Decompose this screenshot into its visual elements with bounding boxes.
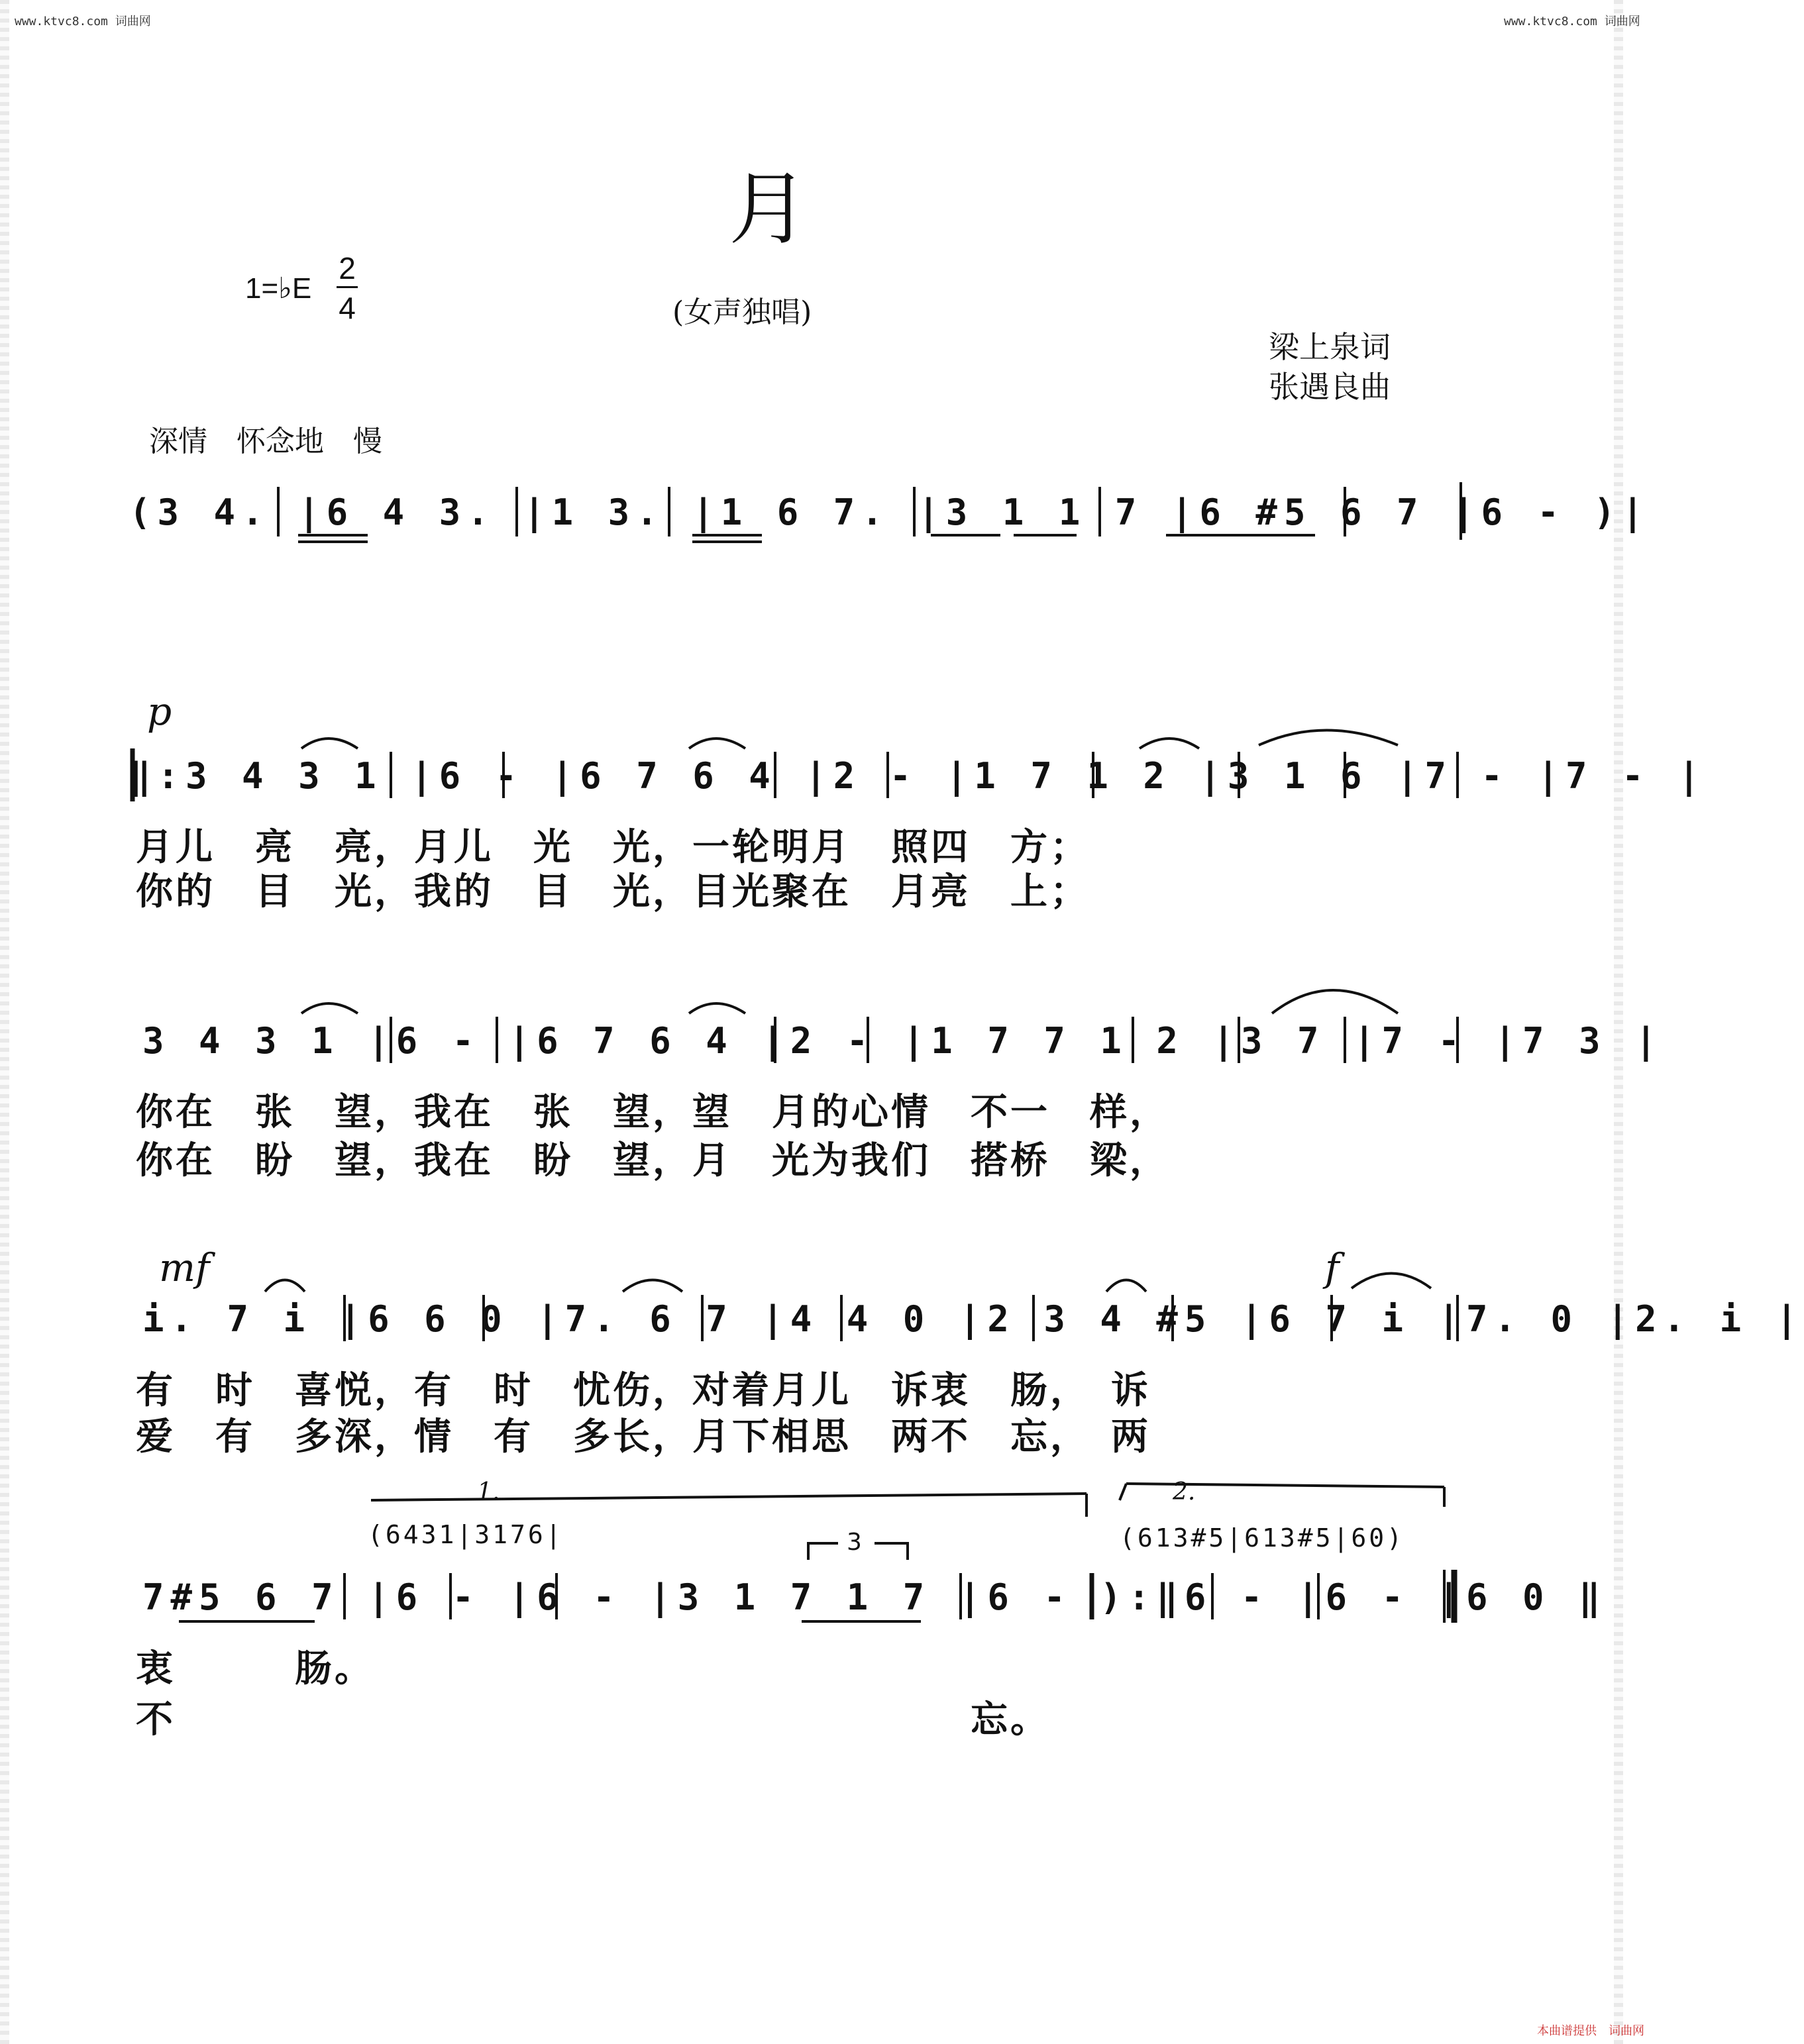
volta-2-line [1126,1484,1444,1487]
slur [301,1003,358,1013]
system-3-notes: 3 4 3 1 |6 - |6 7 6 4 |2 - |1 7 7 1 2 |3 7 |7 - |7 3 | [142,1020,1664,1062]
composer-credit: 张遇良曲 [1269,369,1391,405]
slur [1352,1274,1431,1289]
song-subtitle: (女声独唱) [672,295,812,329]
system-2-lyric-verse-2: 你的 目 光，我的 目 光，目光聚在 月亮 上； [136,870,1090,913]
system-3-lyric-verse-1: 你在 张 望，我在 张 望，望 月的心情 不一 样， [136,1091,1169,1134]
triplet-mark: 3 [847,1529,862,1556]
system-2-notes: ‖:3 4 3 1 |6 - |6 7 6 4 |2 - |1 7 1 2 |3 1 6 |7 - |7 - | [129,755,1707,797]
tempo-marking: 深情 怀念地 慢 [149,425,382,458]
system-5-lyric-verse-2: 不 忘。 [136,1698,1050,1741]
system-1-notes: (3 4. |6 4 3. |1 3. |1 6 7. |3 1 1 7 |6 #5 6 7 |6 - )| [129,491,1650,533]
handwritten-fill-1: (6431|3176| [368,1520,564,1549]
volta-1-label: 1. [477,1478,500,1506]
song-title: 月 [729,164,808,256]
slur [1140,739,1199,748]
system-4-dynamic-f: f [1325,1245,1340,1290]
system-5-notes: 7#5 6 7 |6 - |6 - |3 1 7 1 7 |6 - ):‖6 - |6 - |6 0 ‖ [142,1576,1607,1618]
slur [689,1003,745,1013]
triplet-bracket [808,1543,908,1560]
lyricist-credit: 梁上泉词 [1269,329,1391,365]
slur [1272,990,1398,1013]
handwritten-fill-2: (613#5|613#5|60) [1120,1523,1405,1553]
slur [1106,1280,1146,1292]
key-signature: 1=♭E [245,272,312,305]
system-4-notes: i. 7 i |6 6 0 |7. 6 7 |4 4 0 |2 3 4 #5 |6 7 i |7. 0 |2. i | [142,1298,1804,1340]
slur [1259,731,1398,746]
volta-2-start [1120,1484,1126,1500]
slur [265,1280,305,1292]
system-2-lyric-verse-1: 月儿 亮 亮，月儿 光 光，一轮明月 照四 方； [136,826,1090,869]
system-5-lyric-verse-1: 衷 肠。 [136,1647,374,1690]
system-4-lyric-verse-1: 有 时 喜悦，有 时 忧伤，对着月儿 诉衷 肠， 诉 [136,1369,1151,1412]
volta-1-line [371,1494,1087,1500]
footer-label: 本曲谱提供 词曲网 [1537,2024,1644,2038]
header-site-left: www.ktvc8.com 词曲网 [15,15,151,28]
volta-2-label: 2. [1173,1478,1196,1506]
time-signature-bottom: 4 [339,291,356,325]
system-4-lyric-verse-2: 爱 有 多深，情 有 多长，月下相思 两不 忘， 两 [136,1415,1151,1458]
system-2-dynamic: p [147,689,172,734]
slur [623,1280,682,1292]
system-3-lyric-verse-2: 你在 盼 望，我在 盼 望，月 光为我们 搭桥 梁， [136,1139,1169,1182]
slur [301,739,358,748]
header-site-right: www.ktvc8.com 词曲网 [1504,15,1640,28]
slur [689,739,745,748]
system-4-dynamic-mf: mf [159,1245,210,1290]
time-signature-top: 2 [339,251,356,285]
